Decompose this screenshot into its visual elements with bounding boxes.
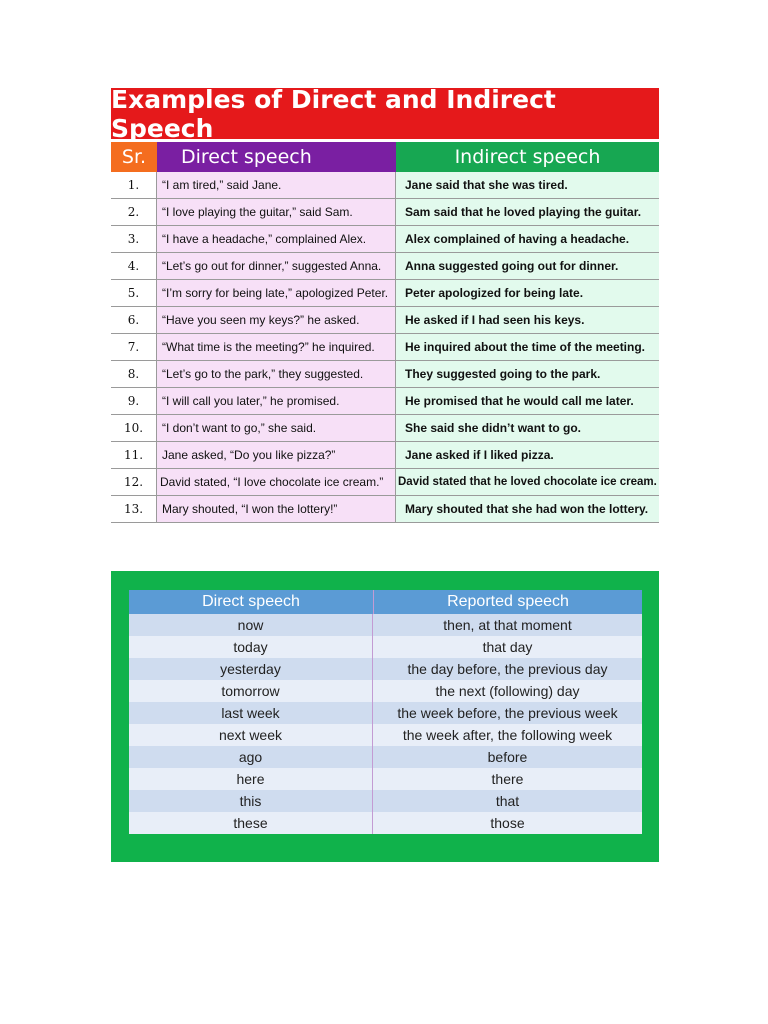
cell-indirect: Jane asked if I liked pizza. (396, 442, 659, 468)
table-row (129, 790, 642, 812)
table-row (129, 702, 642, 724)
cell-direct: Jane asked, “Do you like pizza?” (157, 442, 396, 468)
header-direct-speech: Direct speech (129, 590, 374, 614)
cell-direct: last week (129, 702, 373, 724)
cell-sr: 8. (111, 361, 157, 387)
cell-direct: “I have a headache,” complained Alex. (157, 226, 396, 252)
cell-direct: “I don’t want to go,” she said. (157, 415, 396, 441)
cell-sr: 11. (111, 442, 157, 468)
table-row (111, 307, 659, 334)
cell-direct: “I love playing the guitar,” said Sam. (157, 199, 396, 225)
cell-reported: then, at that moment (443, 617, 572, 633)
cell-sr: 1. (111, 172, 157, 198)
table-row (111, 361, 659, 388)
cell-indirect: They suggested going to the park. (396, 361, 659, 387)
header-indirect-speech: Indirect speech (396, 142, 659, 172)
table-row (129, 680, 642, 702)
cell-reported: that (495, 793, 520, 809)
cell-direct: ago (129, 746, 373, 768)
cell-sr: 4. (111, 253, 157, 279)
table-row (111, 415, 659, 442)
cell-direct: today (129, 636, 373, 658)
cell-indirect: Alex complained of having a headache. (396, 226, 659, 252)
table-row (129, 724, 642, 746)
table-title: Examples of Direct and Indirect Speech (111, 88, 659, 139)
cell-direct: “What time is the meeting?” he inquired. (157, 334, 396, 360)
table-row (129, 658, 642, 680)
cell-reported: those (490, 815, 525, 831)
table-row (111, 199, 659, 226)
header-reported-speech: Reported speech (447, 593, 569, 610)
direct-indirect-table (111, 84, 659, 523)
table-row (111, 334, 659, 361)
cell-sr: 6. (111, 307, 157, 333)
cell-reported: before (487, 749, 528, 765)
table-row (111, 226, 659, 253)
cell-reported: the day before, the previous day (407, 661, 608, 677)
table-row (111, 388, 659, 415)
cell-sr: 9. (111, 388, 157, 414)
cell-reported: the week before, the previous week (397, 705, 618, 721)
cell-sr: 2. (111, 199, 157, 225)
cell-sr: 13. (111, 496, 157, 522)
cell-direct: now (129, 614, 373, 636)
cell-sr: 10. (111, 415, 157, 441)
cell-indirect: She said she didn’t want to go. (396, 415, 659, 441)
cell-direct: “I’m sorry for being late,” apologized Peter. (157, 280, 396, 306)
cell-indirect: Mary shouted that she had won the lottery. (396, 496, 659, 522)
cell-reported: there (491, 771, 524, 787)
table-row (111, 280, 659, 307)
cell-reported: the week after, the following week (402, 727, 613, 743)
cell-direct: “Let’s go out for dinner,” suggested Anna. (157, 253, 396, 279)
cell-direct: next week (129, 724, 373, 746)
cell-sr: 7. (111, 334, 157, 360)
table-header (111, 142, 659, 172)
cell-direct: “Have you seen my keys?” he asked. (157, 307, 396, 333)
table-row (111, 253, 659, 280)
cell-reported: that day (482, 639, 533, 655)
cell-direct: Mary shouted, “I won the lottery!” (157, 496, 396, 522)
table-body (129, 614, 642, 834)
cell-indirect: He inquired about the time of the meeting. (396, 334, 659, 360)
table-row (111, 496, 659, 523)
header-direct-speech: Direct speech (157, 142, 396, 172)
table-row (111, 469, 659, 496)
cell-direct: “I will call you later,” he promised. (157, 388, 396, 414)
reported-speech-panel (111, 571, 659, 862)
cell-indirect: He promised that he would call me later. (396, 388, 659, 414)
table-row (129, 812, 642, 834)
time-place-table (129, 590, 642, 834)
cell-indirect: Sam said that he loved playing the guitar. (396, 199, 659, 225)
cell-direct: here (129, 768, 373, 790)
table-row (129, 746, 642, 768)
header-sr: Sr. (111, 142, 157, 172)
cell-reported: the next (following) day (435, 683, 580, 699)
table-row (129, 614, 642, 636)
cell-direct: “Let’s go to the park,” they suggested. (157, 361, 396, 387)
cell-indirect: Jane said that she was tired. (396, 172, 659, 198)
cell-indirect: He asked if I had seen his keys. (396, 307, 659, 333)
cell-direct: tomorrow (129, 680, 373, 702)
cell-sr: 12. (111, 469, 157, 495)
cell-direct: David stated, “I love chocolate ice cream.” (157, 469, 396, 495)
cell-sr: 3. (111, 226, 157, 252)
table-row (111, 172, 659, 199)
cell-direct: this (129, 790, 373, 812)
table-row (129, 636, 642, 658)
table-header (129, 590, 642, 614)
table-row (111, 442, 659, 469)
cell-indirect: Anna suggested going out for dinner. (396, 253, 659, 279)
cell-direct: “I am tired,” said Jane. (157, 172, 396, 198)
cell-indirect: Peter apologized for being late. (396, 280, 659, 306)
table-row (129, 768, 642, 790)
table-body (111, 172, 659, 523)
cell-indirect: David stated that he loved chocolate ice cream. (396, 469, 659, 495)
cell-direct: yesterday (129, 658, 373, 680)
cell-sr: 5. (111, 280, 157, 306)
cell-direct: these (129, 812, 373, 834)
